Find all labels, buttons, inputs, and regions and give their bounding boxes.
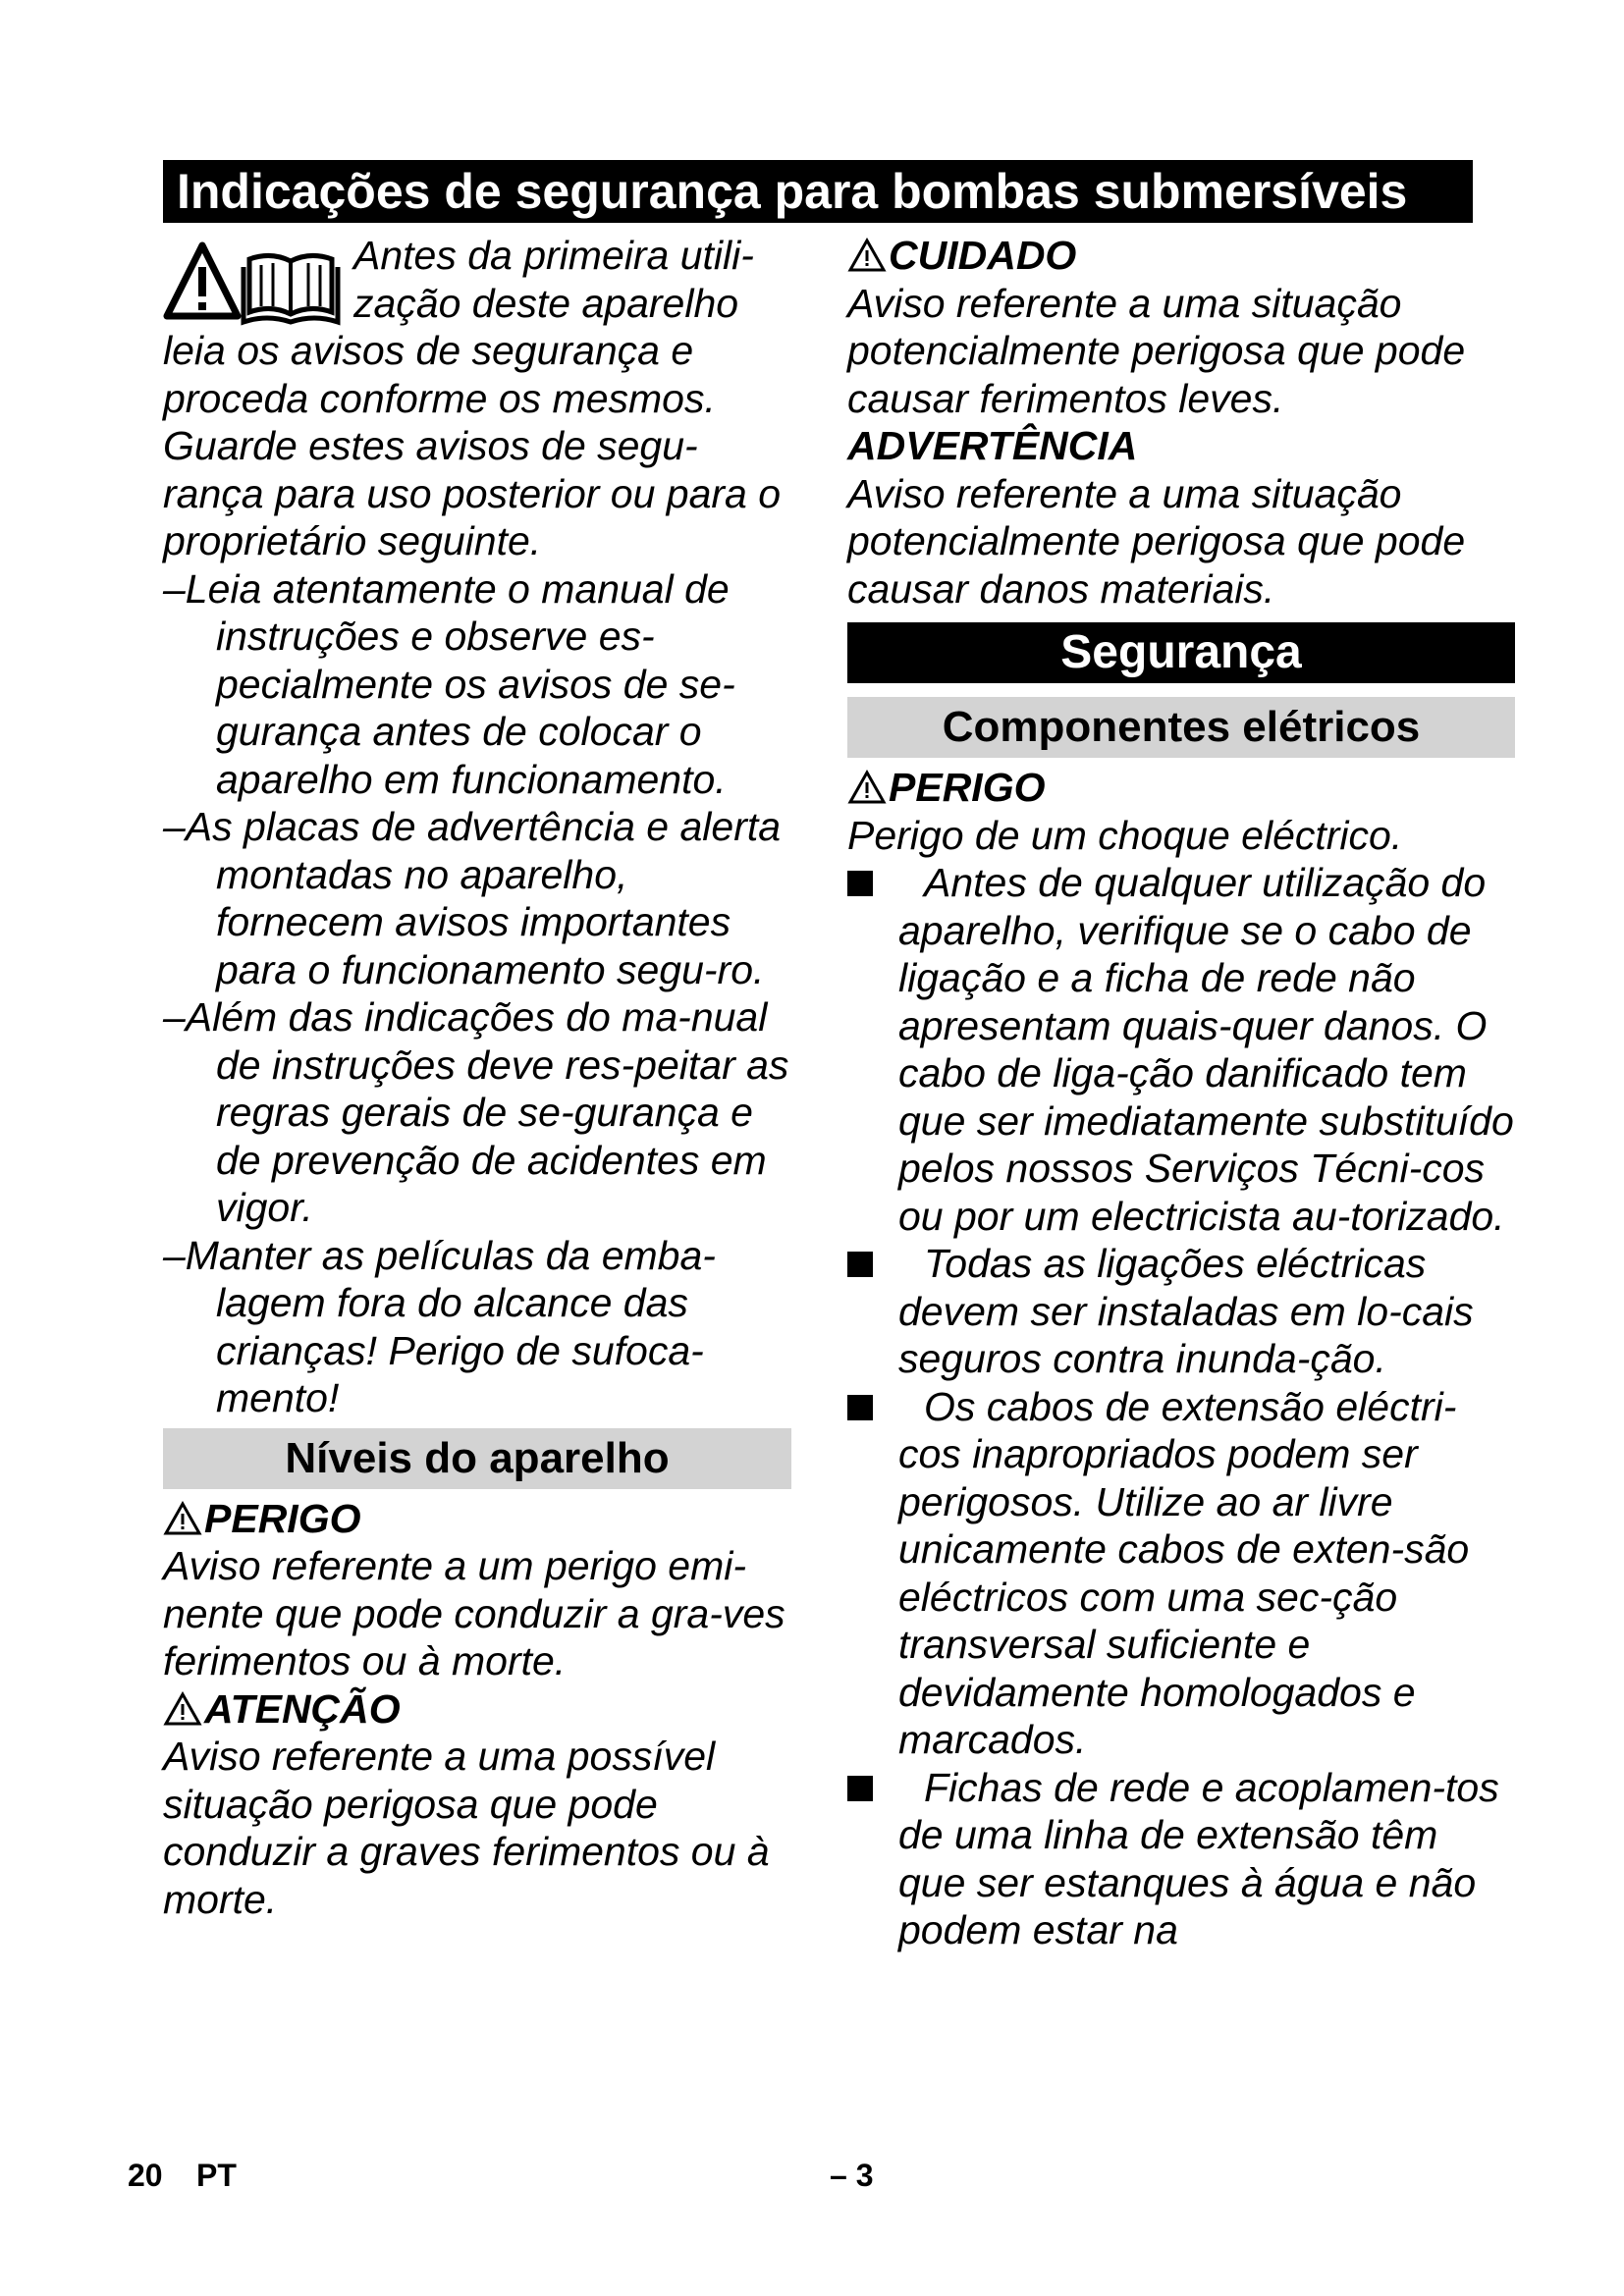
instruction-list [163,565,791,1422]
perigo-label [163,1495,791,1543]
warning-triangle-icon [847,238,887,273]
advertencia-text: Aviso referente a uma situação potencialmente perigosa que pode causar danos materiais. [847,470,1466,612]
intro-text: leia os avisos de segurança e proceda conforme os mesmos. Guarde estes avisos de segu-rança para uso posterior ou para o proprietário seguinte. [163,328,782,563]
atencao-label [163,1685,791,1734]
cuidado-label-text: CUIDADO [889,233,1077,278]
warning-and-manual-icon [163,238,350,326]
section-number: – 3 [830,2158,874,2193]
perigo-label-right [847,764,1515,812]
list-item [847,1240,1515,1383]
language-code: PT [196,2158,237,2193]
list-item: –As placas de advertência e alerta montadas no aparelho, fornecem avisos importantes para o funcionamento segu-ro. [163,804,782,992]
list-item [847,1764,1515,1954]
intro-line-1: Antes da primeira utili- [353,233,754,278]
seguranca-heading: Segurança [847,622,1515,683]
perigo-text: Aviso referente a um perigo emi-nente que pode conduzir a gra-ves ferimentos ou à morte. [163,1543,785,1683]
perigo-label-text: PERIGO [204,1495,361,1541]
advertencia-label-text: ADVERTÊNCIA [847,423,1138,468]
levels-heading: Níveis do aparelho [163,1428,791,1489]
bullet-square-icon [847,1395,873,1420]
warning-triangle-icon [163,1501,202,1536]
advertencia-label [847,422,1515,470]
warning-triangle-icon [847,770,887,805]
list-item: –Além das indicações do ma-nual de instruções deve res-peitar as regras gerais de se-gurança e de prevenção de acidentes em vigor. [163,994,789,1230]
bullet-text: Antes de qualquer utilização do aparelho, verifique se o cabo de ligação e a ficha de rede não apresentam quais-quer danos. O cabo de liga-ção danificado tem que ser imediatamente substituído pelos nossos Serviços Técni-cos ou por um electricista au-torizado. [898,860,1514,1239]
bullet-text: Todas as ligações eléctricas devem ser instaladas em lo-cais seguros contra inunda-ção. [898,1241,1474,1381]
componentes-heading: Componentes elétricos [847,697,1515,758]
right-column [847,232,1515,1954]
cuidado-text: Aviso referente a uma situação potencialmente perigosa que pode causar ferimentos leves. [847,280,1466,421]
intro-block [163,232,791,327]
intro-line-2: zação deste aparelho [353,280,739,326]
bullet-square-icon [847,1776,873,1801]
bullet-square-icon [847,871,873,896]
bullet-text: Os cabos de extensão eléctri-cos inapropriados podem ser perigosos. Utilize ao ar livre unicamente cabos de exten-são eléctricos com uma sec-ção transversal suficiente e devidamente homologados e marcados. [898,1383,1470,1762]
list-item: –Leia atentamente o manual de instruções e observe es-pecialmente os avisos de se-gurança antes de colocar o aparelho em funcionamento. [163,565,735,802]
bullet-text: Fichas de rede e acoplamen-tos de uma linha de extensão têm que ser estanques à água e não podem estar na [898,1764,1499,1952]
warning-triangle-icon [163,1691,202,1727]
list-item [847,859,1515,1240]
perigo-label-right-text: PERIGO [889,765,1046,810]
bullet-square-icon [847,1252,873,1277]
page-number: 20 [128,2158,163,2193]
perigo-right-text: Perigo de um choque eléctrico. [847,812,1403,858]
atencao-label-text: ATENÇÃO [204,1685,401,1732]
atencao-text: Aviso referente a uma possível situação perigosa que pode conduzir a graves ferimentos ou à morte. [163,1734,770,1922]
section-title: Indicações de segurança para bombas submersíveis [163,160,1473,223]
left-column [163,232,791,1923]
cuidado-label [847,232,1515,280]
list-item [847,1383,1515,1764]
list-item: –Manter as películas da emba-lagem fora do alcance das crianças! Perigo de sufoca-mento! [163,1232,716,1420]
